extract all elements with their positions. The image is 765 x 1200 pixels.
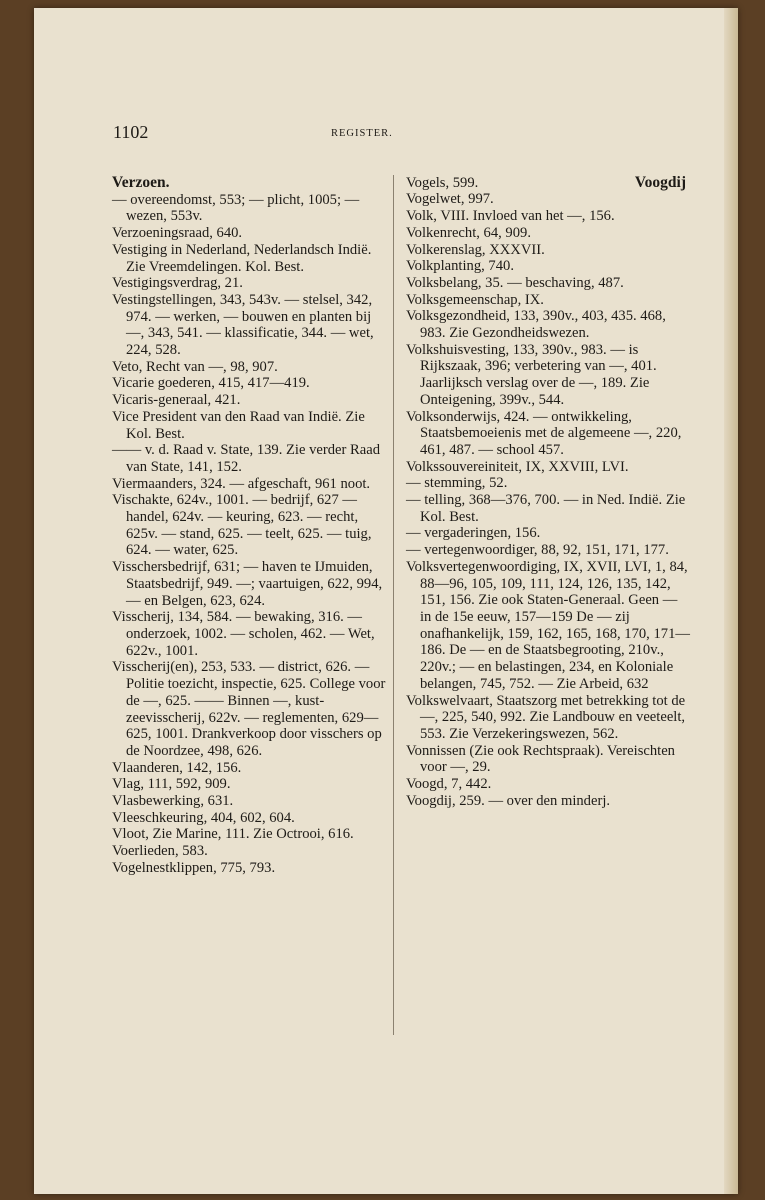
page-number: 1102 bbox=[113, 122, 149, 142]
index-entry: Volkswelvaart, Staatszorg met betrekking tot de —, 225, 540, 992. Zie Landbouw en veeteelt, 553. Zie Verzekeringswezen, 562. bbox=[406, 692, 686, 742]
index-entry: Vestigingsverdrag, 21. bbox=[112, 275, 243, 292]
index-entry: Vestingstellingen, 343, 543v. — stelsel, 342, 974. — werken, — bouwen en planten bij —, 343, 541. — klassificatie, 344. — wet, 224, 528. bbox=[112, 291, 374, 359]
index-entry: — vertegenwoordiger, 88, 92, 151, 171, 177. bbox=[406, 542, 669, 559]
index-entry: Volksvertegenwoordiging, IX, XVII, LVI, 1, 84, 88—96, 105, 109, 111, 124, 126, 135, 142, 151, 156. Zie ook Staten-Generaal. Geen — in de 15e eeuw, 157—159 De — zij onafhankelijk, 159, 162, 165, 168, 170, 171—186. De — en de Staatsbegrooting, 210v., 220v.; — en belastingen, 234, en Koloniale belangen, 745, 752. — Zie Arbeid, 632 bbox=[406, 558, 690, 692]
index-entry: Vogels, 599. bbox=[406, 174, 479, 191]
index-entry: — overeendomst, 553; — plicht, 1005; — wezen, 553v. bbox=[112, 191, 360, 225]
index-entry: Volkplanting, 740. bbox=[406, 258, 514, 275]
index-entry: Vlaanderen, 142, 156. bbox=[112, 759, 242, 776]
index-entry: Vloot, Zie Marine, 111. Zie Octrooi, 616. bbox=[112, 826, 354, 843]
right-column bbox=[406, 175, 690, 809]
left-column bbox=[112, 175, 390, 877]
index-entry: —— v. d. Raad v. State, 139. Zie verder Raad van State, 141, 152. bbox=[112, 442, 381, 475]
index-entry: Volksonderwijs, 424. — ontwikkeling, Staatsbemoeienis met de algemeene —, 220, 461, 487. — school 457. bbox=[406, 408, 682, 458]
index-entry: Vogelwet, 997. bbox=[406, 191, 494, 208]
page-edge bbox=[724, 8, 738, 1194]
index-entry: Vlasbewerking, 631. bbox=[112, 793, 234, 810]
index-heading: Verzoen. bbox=[112, 174, 170, 191]
index-entry: — stemming, 52. bbox=[406, 475, 508, 492]
index-entry: Volkenrecht, 64, 909. bbox=[406, 224, 531, 241]
index-entry: — telling, 368—376, 700. — in Ned. Indië. Zie Kol. Best. bbox=[406, 492, 686, 525]
catchword: Voogdij bbox=[634, 174, 686, 191]
index-entry: Volksgemeenschap, IX. bbox=[406, 291, 544, 308]
index-entry: Voerlieden, 583. bbox=[112, 843, 208, 860]
index-entry: — vergaderingen, 156. bbox=[406, 525, 541, 542]
right-column-entries bbox=[406, 175, 690, 810]
index-entry: Vicaris-generaal, 421. bbox=[112, 392, 241, 409]
index-entry: Vleeschkeuring, 404, 602, 604. bbox=[112, 809, 295, 826]
index-entry: Volkshuisvesting, 133, 390v., 983. — is Rijkszaak, 396; verbetering van —, 401. Jaarlijksch verslag over de —, 189. Zie Onteigening, 399v., 544. bbox=[406, 341, 657, 408]
index-entry: Volksbelang, 35. — beschaving, 487. bbox=[406, 274, 624, 291]
column-divider bbox=[393, 175, 394, 1035]
index-entry: Vischakte, 624v., 1001. — bedrijf, 627 — handel, 624v. — keuring, 623. — recht, 625v. — stand, 625. — teelt, 625. — tuig, 624. — water, 625. bbox=[112, 492, 372, 559]
index-entry: Vlag, 111, 592, 909. bbox=[112, 776, 231, 793]
running-head: REGISTER. bbox=[331, 128, 393, 139]
index-entry: Volkerenslag, XXXVII. bbox=[406, 241, 545, 258]
index-entry: Voogdij, 259. — over den minderj. bbox=[406, 792, 611, 809]
index-entry: Vice President van den Raad van Indië. Zie Kol. Best. bbox=[112, 408, 365, 442]
index-entry: Verzoeningsraad, 640. bbox=[112, 225, 243, 242]
index-entry: Vogelnestklippen, 775, 793. bbox=[112, 859, 276, 876]
index-entry: Visscherij, 134, 584. — bewaking, 316. — onderzoek, 1002. — scholen, 462. — Wet, 622v., 1001. bbox=[112, 609, 375, 659]
index-entry: Viermaanders, 324. — afgeschaft, 961 noot. bbox=[112, 475, 371, 492]
index-entry: Volkssouvereiniteit, IX, XXVIII, LVI. bbox=[406, 458, 629, 475]
index-entry: Vestiging in Nederland, Nederlandsch Indië. Zie Vreemdelingen. Kol. Best. bbox=[112, 241, 372, 275]
index-entry: Volksgezondheid, 133, 390v., 403, 435. 468, 983. Zie Gezondheidswezen. bbox=[406, 308, 666, 342]
index-entry: Vonnissen (Zie ook Rechtspraak). Vereischten voor —, 29. bbox=[406, 742, 675, 776]
index-entry: Visschersbedrijf, 631; — haven te IJmuiden, Staatsbedrijf, 949. —; vaartuigen, 622, 994, — en Belgen, 623, 624. bbox=[112, 559, 383, 609]
index-entry: Volk, VIII. Invloed van het —, 156. bbox=[406, 208, 615, 225]
index-entry: Veto, Recht van —, 98, 907. bbox=[112, 358, 278, 375]
index-entry: Voogd, 7, 442. bbox=[406, 776, 492, 793]
page-header bbox=[113, 122, 673, 152]
index-entry: Vicarie goederen, 415, 417—419. bbox=[112, 375, 310, 392]
index-entry: Visscherij(en), 253, 533. — district, 626. — Politie toezicht, inspectie, 625. College voor de —, 625. —— Binnen —, kust-zeevisscherij, 622v. — reglementen, 629—625, 1001. Drankverkoop door visschers op de Noordzee, 498, 626. bbox=[112, 659, 386, 759]
